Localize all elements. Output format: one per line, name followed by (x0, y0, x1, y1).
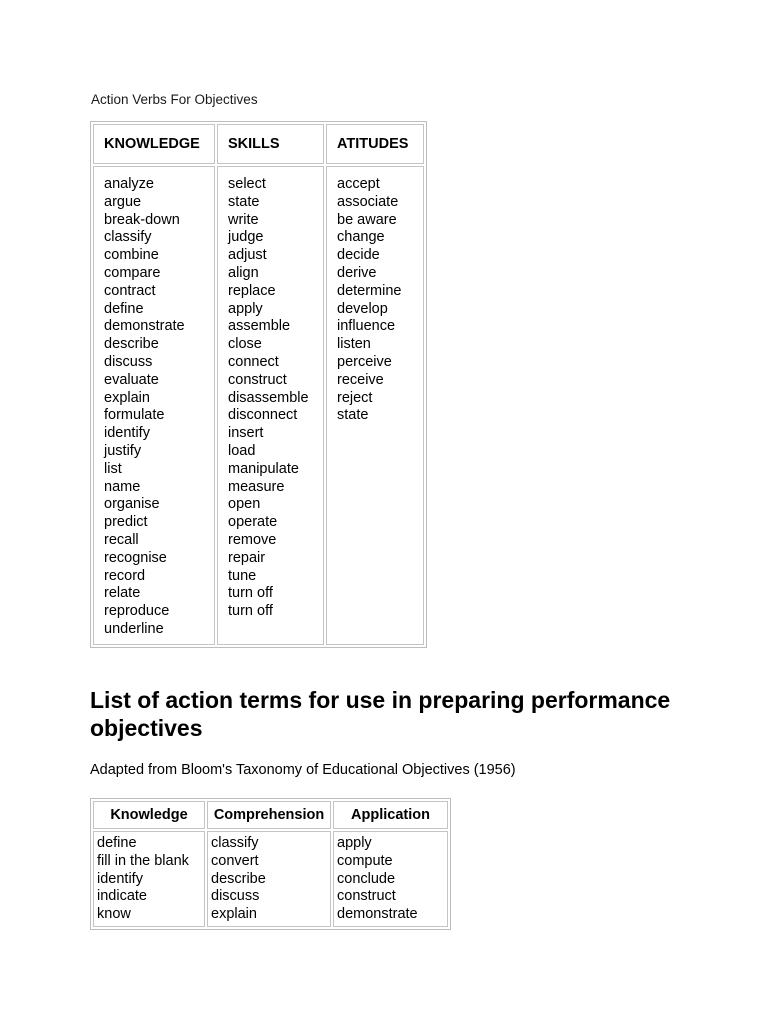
column-header-skills: SKILLS (217, 124, 324, 164)
knowledge-verb: combine (104, 247, 159, 264)
skills-verb: apply (228, 300, 263, 317)
skills-verb: remove (228, 531, 277, 548)
comprehension-term: convert (211, 852, 259, 869)
attitudes-verb: reject (337, 389, 373, 406)
knowledge-verb: reproduce (104, 603, 170, 620)
knowledge-verb: argue (104, 193, 142, 210)
skills-verb: disconnect (228, 407, 298, 424)
knowledge-verb: predict (104, 514, 148, 531)
skills-verb: select (228, 176, 266, 192)
table-header-row (93, 801, 448, 829)
blooms-taxonomy-table (90, 798, 451, 930)
column-header-knowledge: Knowledge (93, 801, 205, 829)
column-header-application: Application (333, 801, 448, 829)
skills-verb: turn off (228, 603, 273, 620)
column-header-attitudes: ATITUDES (326, 124, 424, 164)
knowledge-verb: organise (104, 496, 160, 513)
knowledge-term: define (97, 835, 137, 851)
application-term: conclude (337, 870, 396, 887)
attitudes-verbs-cell (326, 166, 424, 645)
knowledge-verb: evaluate (104, 371, 159, 388)
section-subtitle: Adapted from Bloom's Taxonomy of Educational Objectives (1956) (90, 762, 516, 778)
attitudes-verb: derive (337, 264, 377, 281)
column-header-knowledge: KNOWLEDGE (93, 124, 215, 164)
knowledge-verb: explain (104, 389, 150, 406)
document-caption: Action Verbs For Objectives (91, 92, 258, 107)
knowledge-verb: record (104, 567, 146, 584)
attitudes-verb: listen (337, 336, 371, 353)
section-heading: List of action terms for use in preparing performance objectives (90, 687, 671, 741)
knowledge-verbs-cell (93, 166, 215, 645)
knowledge-verb: list (104, 460, 122, 477)
skills-verb: tune (228, 567, 257, 584)
skills-verb: load (228, 442, 256, 459)
knowledge-verb: recall (104, 531, 139, 548)
skills-verb: repair (228, 549, 266, 566)
comprehension-terms-cell (207, 831, 331, 927)
attitudes-verb: influence (337, 318, 396, 335)
comprehension-term: explain (211, 906, 257, 923)
knowledge-verb: recognise (104, 549, 167, 566)
application-terms-cell (333, 831, 448, 927)
attitudes-verb: associate (337, 193, 399, 210)
skills-verb: construct (228, 371, 287, 388)
knowledge-verb: justify (104, 442, 142, 459)
knowledge-verb: classify (104, 229, 152, 246)
knowledge-terms-cell (93, 831, 205, 927)
action-verbs-table (90, 121, 427, 648)
attitudes-verb: accept (337, 176, 380, 192)
knowledge-verb: underline (104, 620, 164, 637)
knowledge-term: indicate (97, 888, 147, 905)
knowledge-verb: name (104, 478, 141, 495)
knowledge-term: identify (97, 870, 143, 887)
skills-verb: turn off (228, 585, 273, 602)
knowledge-verb: demonstrate (104, 318, 185, 335)
skills-verb: operate (228, 514, 278, 531)
skills-verb: adjust (228, 247, 267, 264)
skills-verb: connect (228, 353, 279, 370)
application-term: compute (337, 852, 393, 869)
skills-verb: close (228, 336, 262, 353)
knowledge-verb: analyze (104, 176, 154, 192)
application-term: apply (337, 835, 372, 851)
attitudes-verb: state (337, 407, 369, 424)
skills-verb: judge (228, 229, 264, 246)
skills-verb: write (228, 211, 259, 228)
skills-verb: align (228, 264, 259, 281)
skills-verb: manipulate (228, 460, 299, 477)
attitudes-verb: receive (337, 371, 384, 388)
knowledge-verb: relate (104, 585, 141, 602)
knowledge-verb: define (104, 300, 144, 317)
knowledge-verb: compare (104, 264, 161, 281)
application-term: demonstrate (337, 906, 418, 923)
skills-verb: open (228, 496, 261, 513)
knowledge-verb: break-down (104, 211, 180, 228)
knowledge-verb: discuss (104, 353, 153, 370)
knowledge-term: know (97, 906, 131, 923)
attitudes-verb: determine (337, 282, 402, 299)
skills-verb: replace (228, 282, 276, 299)
skills-verbs-cell (217, 166, 324, 645)
skills-verb: disassemble (228, 389, 309, 406)
knowledge-verb: contract (104, 282, 156, 299)
knowledge-verb: describe (104, 336, 159, 353)
attitudes-verb: be aware (337, 211, 397, 228)
attitudes-verb: decide (337, 247, 380, 264)
attitudes-verb: develop (337, 300, 388, 317)
comprehension-term: describe (211, 870, 266, 887)
skills-verb: assemble (228, 318, 291, 335)
attitudes-verb: change (337, 229, 385, 246)
skills-verb: measure (228, 478, 285, 495)
attitudes-verb: perceive (337, 353, 392, 370)
knowledge-verb: identify (104, 425, 150, 442)
table-row (93, 831, 448, 927)
knowledge-verb: formulate (104, 407, 165, 424)
application-term: construct (337, 888, 396, 905)
comprehension-term: classify (211, 835, 259, 851)
comprehension-term: discuss (211, 888, 260, 905)
column-header-comprehension: Comprehension (207, 801, 331, 829)
table-header-row (93, 124, 424, 164)
knowledge-term: fill in the blank (97, 852, 189, 869)
table-row (93, 166, 424, 645)
skills-verb: state (228, 193, 260, 210)
skills-verb: insert (228, 425, 264, 442)
